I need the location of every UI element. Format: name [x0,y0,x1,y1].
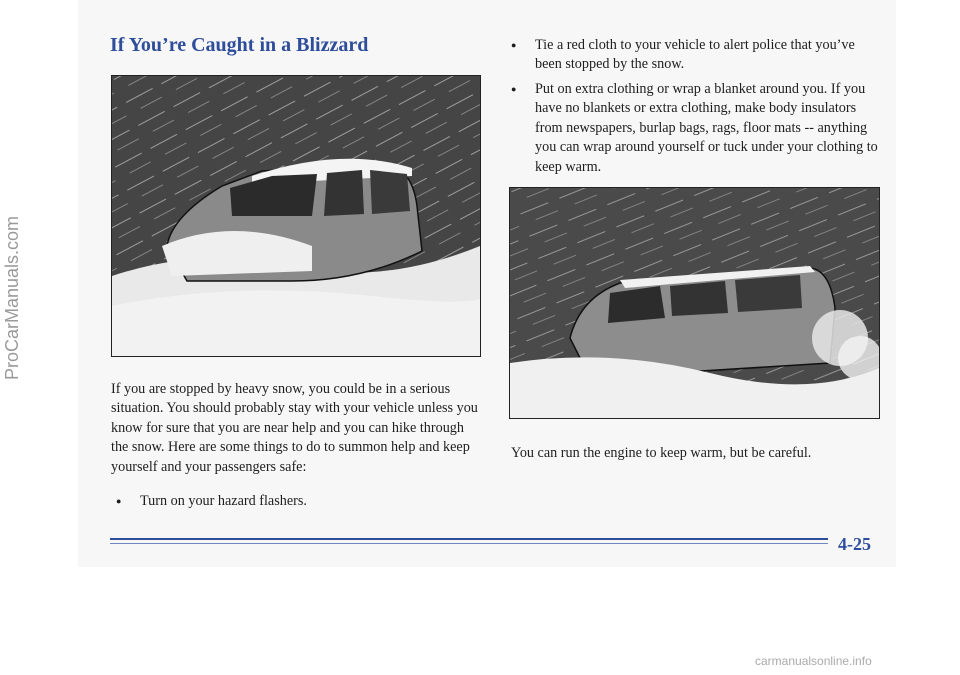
section-heading: If You’re Caught in a Blizzard [110,34,369,56]
running-engine-drawing [510,188,879,418]
bottom-watermark: carmanualsonline.info [755,654,872,668]
footer-rule-thin [110,543,828,544]
engine-caption: You can run the engine to keep warm, but be careful. [511,445,812,461]
side-watermark: ProCarManuals.com [2,215,22,380]
bullet-extra-clothing [508,80,880,177]
blizzard-van-drawing [112,76,480,356]
bullet-icon: ● [511,40,517,50]
page-number: 4-25 [838,534,871,554]
blizzard-van-illustration [111,75,481,357]
bullet-hazard-flashers [113,492,481,511]
blizzard-intro-paragraph: If you are stopped by heavy snow, you could be in a serious situation. You should probably stay with your vehicle unless you know for sure that you are near help and you can hike through the snow. Here are some things to do to summon help and keep yourself and your passengers safe: [111,381,478,475]
footer-rule [110,538,828,540]
bullet-text: Tie a red cloth to your vehicle to alert police that you’ve been stopped by the snow. [535,37,855,73]
running-engine-illustration [509,187,880,419]
bullet-icon: ● [511,84,517,94]
bullet-icon: ● [116,496,122,506]
bullet-text: Turn on your hazard flashers. [140,493,307,509]
bullet-red-cloth [508,36,880,75]
bullet-text: Put on extra clothing or wrap a blanket around you. If you have no blankets or extra clothing, make body insulators from newspapers, burlap bags, rags, floor mats -- anything you can wrap around yourself or tuck under your clothing to keep warm. [535,81,878,175]
